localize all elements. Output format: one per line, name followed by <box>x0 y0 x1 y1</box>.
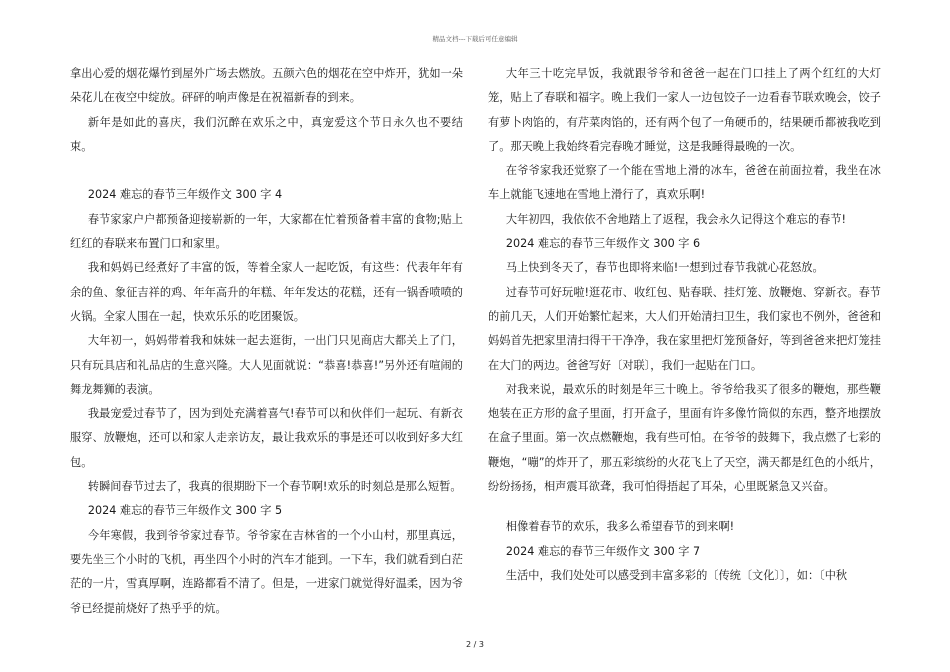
section-heading: 2024 难忘的春节三年级作文 300 字 4 <box>87 188 283 202</box>
paragraph: 马上快到冬天了，春节也即将来临!一想到过春节我就心花怒放。 <box>505 261 824 275</box>
paragraph: 在爷爷家我还觉察了一个能在雪地上滑的冰车，爸爸在前面拉着，我坐在冰车上就能飞速地在雪地上滑行了，真欢乐啊! <box>488 164 881 202</box>
paragraph: 新年是如此的喜庆，我们沉醉在欢乐之中，真宠爱这个节日永久也不要结束。 <box>70 115 463 153</box>
page-header: 精品文档---下载后可任意编辑 <box>432 35 518 43</box>
page-number: 2 / 3 <box>466 640 484 649</box>
paragraph: 今年寒假，我到爷爷家过春节。爷爷家在吉林省的一个小山村，那里真远，要先坐三个小时的飞机，再坐四个小时的汽车才能到。一下车，我们就看到白茫茫的一片，雪真厚啊，连路都看不清了。但是，一进家门就觉得好温柔，因为爷爷已经提前烧好了热乎乎的炕。 <box>70 528 463 615</box>
paragraph: 春节家家户户都预备迎接崭新的一年，大家都在忙着预备着丰富的食物;贴上红红的春联来布置门口和家里。 <box>70 212 463 251</box>
paragraph: 转瞬间春节过去了，我真的很期盼下一个春节啊!欢乐的时刻总是那么短暂。 <box>87 480 462 494</box>
paragraph: 相像着春节的欢乐，我多么希望春节的到来啊! <box>505 520 735 534</box>
section-heading: 2024 难忘的春节三年级作文 300 字 5 <box>87 504 283 518</box>
paragraph: 大年三十吃完早饭，我就跟爷爷和爸爸一起在门口挂上了两个红红的大灯笼，贴上了春联和福字。晚上我们一家人一边包饺子一边看春节联欢晚会，饺子有萝卜肉馅的，有芹菜肉馅的，还有两个包了一角硬币的，结果硬币都被我吃到了。那天晚上我始终看完春晚才睡觉，这是我睡得最晚的一次。 <box>488 67 881 153</box>
paragraph: 对我来说，最欢乐的时刻是年三十晚上。爷爷给我买了很多的鞭炮，那些鞭炮装在正方形的盒子里面，打开盒子，里面有许多像竹筒似的东西，整齐地摆放在盒子里面。第一次点燃鞭炮，我有些可怕。在爷爷的鼓舞下，我点燃了七彩的鞭炮，“嘣”的炸开了，那五彩缤纷的火花飞上了天空，满天都是红色的小纸片，纷纷扬扬，相声震耳欲聋，我可怕得捂起了耳朵，心里既紧急又兴奋。 <box>488 382 881 494</box>
right-column <box>488 62 881 588</box>
section-heading: 2024 难忘的春节三年级作文 300 字 7 <box>505 544 701 558</box>
paragraph: 拿出心爱的烟花爆竹到屋外广场去燃放。五颜六色的烟花在空中炸开，犹如一朵朵花儿在夜空中绽放。砰砰的响声像是在祝福新春的到来。 <box>70 67 463 105</box>
paragraph: 过春节可好玩啦!逛花市、收红包、贴春联、挂灯笼、放鞭炮、穿新衣。春节的前几天，人们开始繁忙起来，大人们开始清扫卫生，我们家也不例外，爸爸和妈妈首先把家里清扫得干干净净，我在家里把灯笼预备好，等到爸爸来把灯笼挂在大门的两边。爸爸写好〔对联〕，我们一起贴在门口。 <box>488 285 881 372</box>
left-column <box>70 62 463 621</box>
paragraph: 生活中，我们处处可以感受到丰富多彩的〔传统〔文化〕〕，如：〔中秋 <box>505 568 848 582</box>
paragraph: 我最宠爱过春节了，因为到处充满着喜气!春节可以和伙伴们一起玩、有新衣服穿、放鞭炮，还可以和家人走亲访友，最让我欢乐的事是还可以收到好多大红包。 <box>70 407 463 469</box>
paragraph: 大年初四，我依依不舍地踏上了返程，我会永久记得这个难忘的春节! <box>505 212 847 226</box>
paragraph: 我和妈妈已经煮好了丰富的饭，等着全家人一起吃饭，有这些：代表年年有余的鱼、象征吉祥的鸡、年年高升的年糕、年年发达的花糕，还有一锅香喷喷的火锅。全家人围在一起，快欢乐乐的吃团聚饭。 <box>70 261 463 323</box>
section-heading: 2024 难忘的春节三年级作文 300 字 6 <box>505 237 701 251</box>
paragraph: 大年初一，妈妈带着我和妹妹一起去逛街，一出门只见商店大都关上了门，只有玩具店和礼品店的生意兴隆。大人见面就说：“恭喜!恭喜!”另外还有喧闹的舞龙舞狮的表演。 <box>70 334 463 396</box>
